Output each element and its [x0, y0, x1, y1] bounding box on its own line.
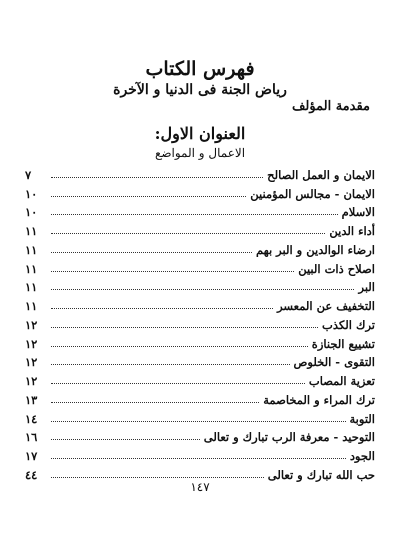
toc-entry [25, 294, 375, 313]
book-subtitle: رياض الجنة فى الدنيا و الآخرة [113, 82, 287, 98]
table-of-contents [25, 163, 375, 482]
toc-entry-title: تعزية المصاب [308, 374, 375, 388]
toc-entry [25, 201, 375, 220]
toc-entry [25, 163, 375, 182]
toc-entry-title: الاسلام [341, 205, 375, 220]
toc-entry-page: ١٧ [25, 449, 38, 463]
toc-entry-title: حب الله تبارك و تعالى [267, 467, 375, 482]
dot-leader [51, 308, 273, 309]
toc-entry-page: ١٢ [25, 336, 38, 351]
toc-entry-page: ١١ [25, 224, 38, 238]
toc-entry-page: ١٢ [25, 317, 38, 332]
toc-entry [25, 332, 375, 351]
toc-entry-page: ١٢ [25, 355, 38, 370]
toc-entry-page: ١٦ [25, 430, 38, 445]
toc-entry [25, 313, 375, 332]
toc-entry-page: ٧ [25, 167, 32, 182]
toc-entry [25, 219, 375, 238]
toc-entry-title: البر [358, 280, 375, 295]
toc-entry [25, 351, 375, 370]
toc-entry-title: التوبة [349, 411, 375, 426]
toc-entry-title: التقوى - الخلوص [293, 355, 375, 370]
toc-entry-title: ارضاء الوالدين و البر بهم [256, 242, 375, 257]
toc-entry-title: أداء الدين [329, 224, 375, 238]
toc-entry-title: اصلاح ذات البين [298, 261, 375, 276]
dot-leader [51, 252, 252, 253]
dot-leader [51, 196, 246, 197]
dot-leader [51, 327, 318, 328]
toc-entry-title: ترك المراء و المخاصمة [263, 392, 375, 407]
toc-entry [25, 426, 375, 445]
toc-entry-title: الجود [349, 449, 375, 463]
toc-entry-page: ١٤ [25, 411, 38, 426]
dot-leader [51, 383, 305, 384]
toc-entry [25, 238, 375, 257]
dot-leader [51, 477, 264, 478]
toc-entry-page: ١٣ [25, 392, 38, 407]
toc-entry-page: ١١ [25, 280, 38, 295]
page-number: ١٤٧ [190, 480, 210, 494]
toc-entry [25, 276, 375, 295]
page-title: فهرس الكتاب [145, 58, 255, 80]
toc-entry-title: التخفيف عن المعسر [277, 299, 375, 313]
toc-entry-page: ١١ [25, 299, 38, 313]
toc-entry-title: تشييع الجنازة [311, 336, 375, 351]
toc-entry-title: التوحيد - معرفة الرب تبارك و تعالى [203, 430, 375, 445]
toc-entry-page: ١١ [25, 242, 38, 257]
toc-entry [25, 444, 375, 463]
dot-leader [51, 346, 308, 347]
dot-leader [51, 364, 290, 365]
dot-leader [51, 439, 200, 440]
dot-leader [51, 177, 263, 178]
toc-entry-page: ١٢ [25, 374, 38, 388]
toc-entry-title: ترك الكذب [322, 317, 375, 332]
dot-leader [51, 214, 338, 215]
toc-entry-title: الايمان - مجالس المؤمنين [250, 186, 375, 201]
toc-entry [25, 182, 375, 201]
toc-entry-title: الايمان و العمل الصالح [267, 167, 375, 182]
toc-entry [25, 463, 375, 482]
dot-leader [51, 402, 259, 403]
section-heading: العنوان الاول: [154, 124, 246, 143]
dot-leader [51, 233, 325, 234]
author-introduction-heading: مقدمة المؤلف [291, 99, 370, 114]
dot-leader [51, 421, 346, 422]
dot-leader [51, 289, 354, 290]
toc-entry [25, 369, 375, 388]
dot-leader [51, 271, 294, 272]
toc-entry [25, 407, 375, 426]
toc-entry-page: ١٠ [25, 186, 38, 201]
toc-entry-page: ٤٤ [25, 467, 38, 482]
toc-entry [25, 257, 375, 276]
toc-entry-page: ١٠ [25, 205, 38, 220]
section-subheading: الاعمال و المواضع [154, 146, 246, 160]
toc-entry [25, 388, 375, 407]
toc-entry-page: ١١ [25, 261, 38, 276]
dot-leader [51, 458, 346, 459]
